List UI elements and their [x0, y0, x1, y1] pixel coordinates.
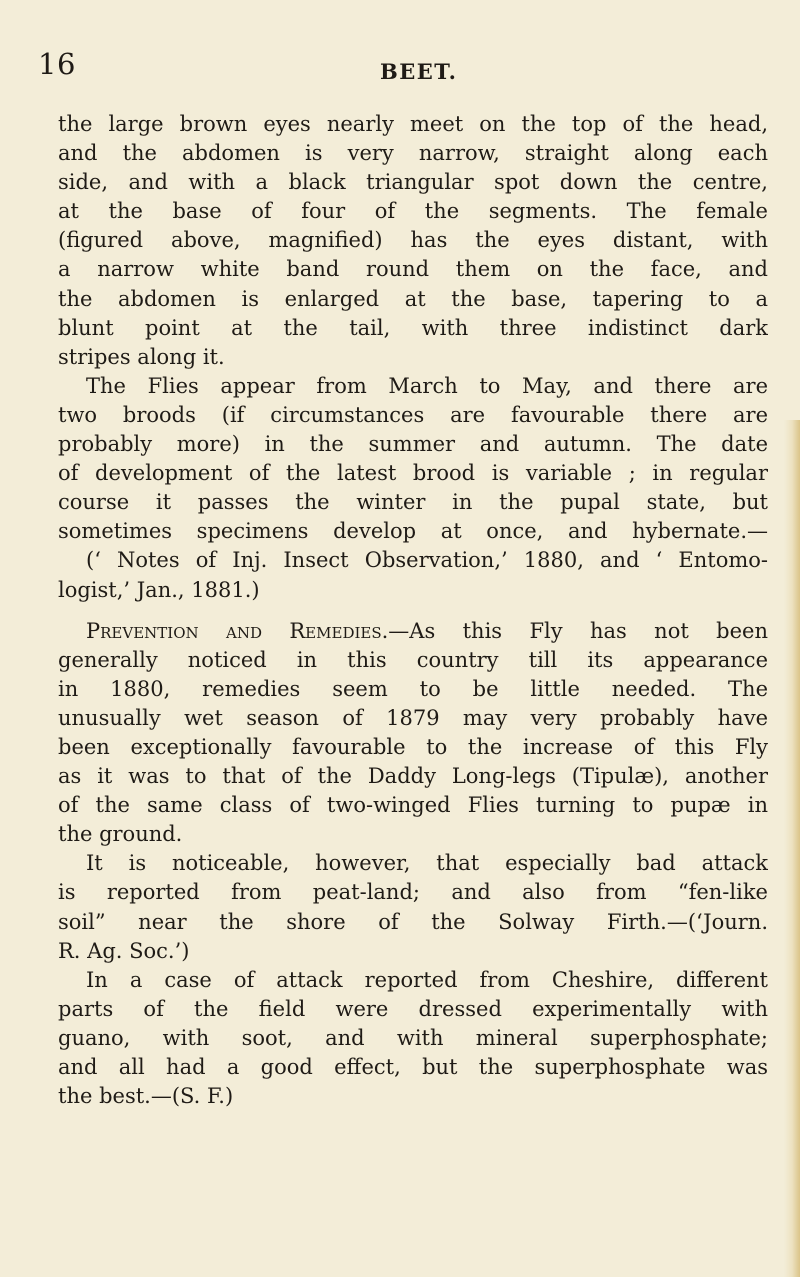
- text-line: of development of the latest brood is variable ; in regular: [58, 461, 768, 486]
- text-line: blunt point at the tail, with three indistinct dark: [58, 315, 768, 340]
- text-line: soil” near the shore of the Solway Firth.—(‘Journ.: [58, 909, 768, 934]
- text-line: (figured above, magnified) has the eyes distant, with: [58, 228, 768, 253]
- text-line: R. Ag. Soc.’): [58, 938, 190, 963]
- text-line: It is noticeable, however, that especially bad attack: [86, 851, 768, 876]
- section-heading-continuation: —As this Fly has not been: [388, 618, 768, 643]
- body-text: [58, 110, 768, 1111]
- running-head: BEET.: [380, 59, 458, 84]
- paragraph-2: [58, 372, 768, 605]
- text-line: (‘ Notes of Inj. Insect Observation,’ 1880, and ‘ Entomo-: [86, 548, 768, 573]
- text-line: the abdomen is enlarged at the base, tapering to a: [58, 286, 768, 311]
- text-line: two broods (if circumstances are favourable there are: [58, 402, 768, 427]
- text-line: side, and with a black triangular spot down the centre,: [58, 170, 768, 195]
- text-line: guano, with soot, and with mineral superphosphate;: [58, 1025, 768, 1050]
- text-line: parts of the field were dressed experimentally with: [58, 996, 768, 1021]
- text-line: in 1880, remedies seem to be little needed. The: [58, 676, 768, 701]
- paragraph-5: [58, 966, 768, 1111]
- paragraph-4: [58, 849, 768, 965]
- text-line: is reported from peat-land; and also from “fen-like: [58, 880, 768, 905]
- page-header: [38, 48, 768, 88]
- text-line: the large brown eyes nearly meet on the top of the head,: [58, 112, 768, 136]
- text-line: at the base of four of the segments. The female: [58, 199, 768, 224]
- text-line: stripes along it.: [58, 344, 225, 369]
- text-line: The Flies appear from March to May, and there are: [86, 373, 768, 398]
- text-line: been exceptionally favourable to the increase of this Fly: [58, 734, 768, 759]
- text-line: as it was to that of the Daddy Long-legs (Tipulæ), another: [58, 764, 768, 789]
- text-line: generally noticed in this country till its appearance: [58, 647, 768, 672]
- text-line: and all had a good effect, but the superphosphate was: [58, 1055, 768, 1079]
- text-line: course it passes the winter in the pupal state, but: [58, 490, 768, 515]
- section-heading: Prevention and Remedies.: [86, 618, 389, 643]
- paragraph-1: [58, 110, 768, 372]
- text-line: and the abdomen is very narrow, straight along each: [58, 141, 768, 166]
- page-number: 16: [38, 47, 76, 81]
- text-line: of the same class of two-winged Flies turning to pupæ in: [58, 793, 768, 818]
- text-line: a narrow white band round them on the face, and: [58, 257, 768, 282]
- text-line: In a case of attack reported from Cheshire, different: [86, 967, 768, 992]
- page-edge-shadow: [784, 420, 800, 1277]
- text-line: unusually wet season of 1879 may very probably have: [58, 705, 768, 730]
- text-line: sometimes specimens develop at once, and hybernate.—: [58, 519, 768, 544]
- text-line: [58, 617, 768, 646]
- text-line: probably more) in the summer and autumn. The date: [58, 432, 768, 457]
- paragraph-gap: [58, 605, 768, 617]
- text-line: the ground.: [58, 822, 183, 847]
- paragraph-3: [58, 617, 768, 850]
- text-line: logist,’ Jan., 1881.): [58, 577, 260, 602]
- text-line: the best.—(S. F.): [58, 1084, 234, 1109]
